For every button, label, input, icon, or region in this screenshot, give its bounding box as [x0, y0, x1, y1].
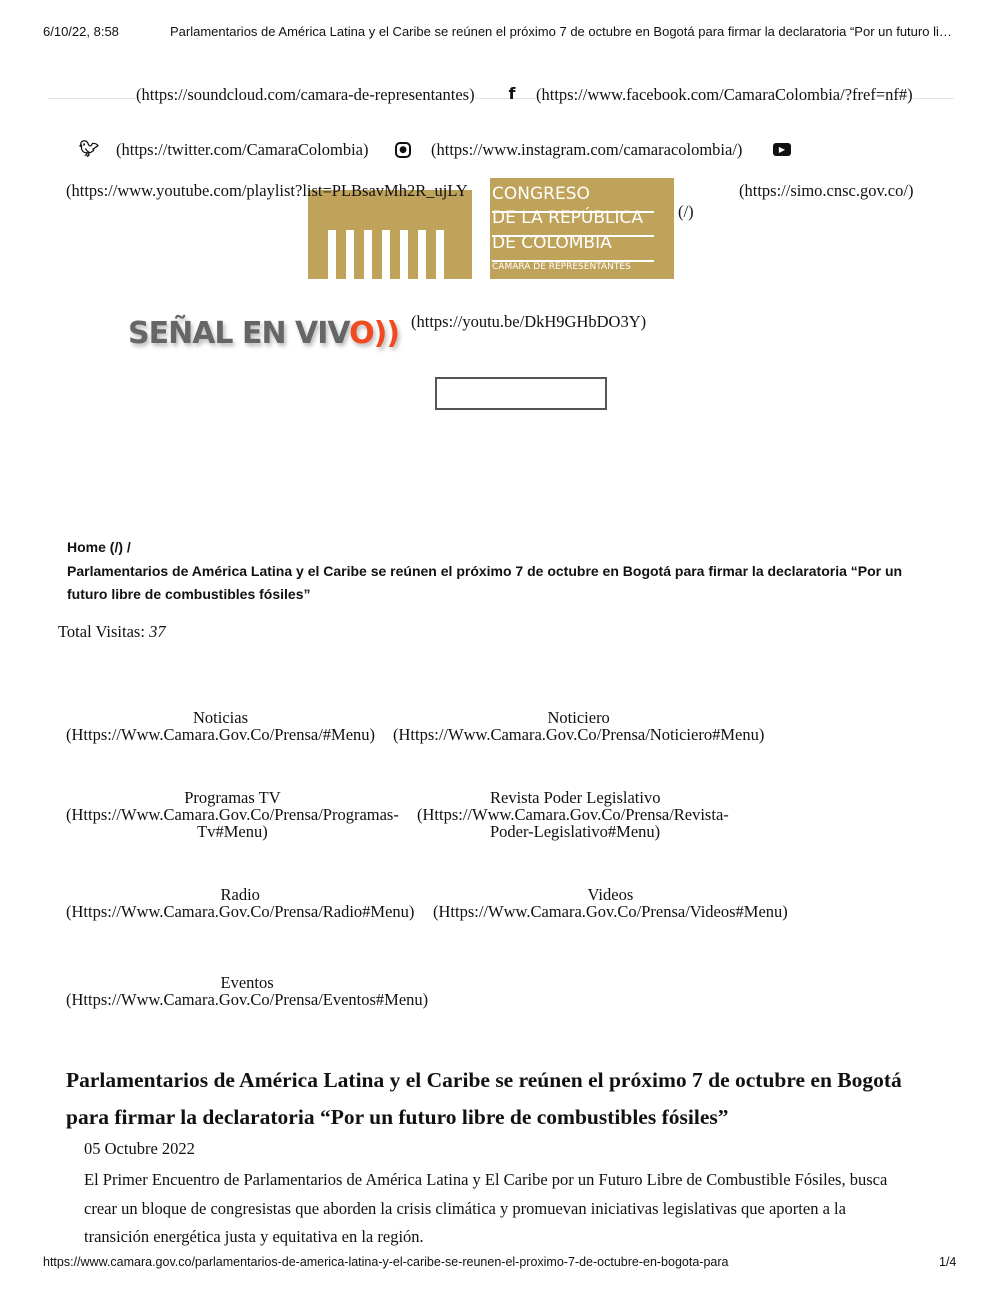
menu-programas-tv[interactable]: Programas TV (Https://Www.Camara.Gov.Co/Prensa/Programas- Tv#Menu) — [66, 788, 399, 841]
article-title: Parlamentarios de América Latina y el Caribe se reúnen el próximo 7 de octubre en Bogotá para firmar la declaratoria “Por un futuro libre de combustibles fósiles” — [66, 1068, 902, 1129]
logo-text: DE LA REPÚBLICA — [492, 208, 644, 228]
youtube-link[interactable]: (https://www.youtube.com/playlist?list=PLBsavMh2R_ujLY — [66, 181, 468, 200]
menu-radio[interactable]: Radio (Https://Www.Camara.Gov.Co/Prensa/Radio#Menu) — [66, 885, 415, 921]
page-number: 1/4 — [939, 1255, 957, 1269]
print-datetime: 6/10/22, 8:58 — [43, 24, 119, 39]
print-url: https://www.camara.gov.co/parlamentarios-de-america-latina-y-el-caribe-se-reunen-el-proximo-7-de-octubre-en-bogota-para — [43, 1255, 729, 1269]
twitter-icon[interactable]: 🐦︎ — [79, 139, 100, 158]
breadcrumb-current: Parlamentarios de América Latina y el Caribe se reúnen el próximo 7 de octubre en Bogotá para firmar la declaratoria “Por un futuro libre de combustibles fósiles” — [67, 563, 903, 602]
live-link[interactable]: (https://youtu.be/DkH9GHbDO3Y) — [411, 312, 647, 331]
article-body: El Primer Encuentro de Parlamentarios de América Latina y El Caribe por un Futuro Libre de Combustible Fósiles, busca crear un bloque de congresistas que aborden la crisis climática y promuevan iniciativas legislativas que aporten a la transición energética justa y equitativa en la región. — [84, 1170, 888, 1246]
breadcrumb-home[interactable]: Home (/) / — [67, 539, 131, 555]
facebook-icon[interactable]: f — [508, 84, 516, 103]
print-title: Parlamentarios de América Latina y el Caribe se reúnen el próximo 7 de octubre en Bogotá para firmar la declaratoria “Por un futuro li… — [170, 24, 952, 39]
instagram-icon[interactable]: ● — [395, 142, 411, 158]
twitter-link[interactable]: (https://twitter.com/CamaraColombia) — [116, 140, 369, 159]
soundcloud-link[interactable]: (https://soundcloud.com/camara-de-representantes) — [136, 85, 475, 104]
menu-noticiero[interactable]: Noticiero (Https://Www.Camara.Gov.Co/Prensa/Noticiero#Menu) — [393, 708, 765, 744]
senal-en-vivo-logo[interactable]: SEÑAL EN VIVO)) — [128, 316, 400, 351]
logo-text: DE COLOMBIA — [492, 233, 612, 253]
facebook-link[interactable]: (https://www.facebook.com/CamaraColombia/?fref=nf#) — [536, 85, 913, 104]
simo-link[interactable]: (https://simo.cnsc.gov.co/) — [739, 181, 914, 200]
article-date: 05 Octubre 2022 — [84, 1139, 195, 1158]
menu-revista[interactable]: Revista Poder Legislativo (Https://Www.Camara.Gov.Co/Prensa/Revista- Poder-Legislativo#Menu) — [417, 788, 729, 841]
menu-eventos[interactable]: Eventos (Https://Www.Camara.Gov.Co/Prensa/Eventos#Menu) — [66, 973, 429, 1009]
menu-videos[interactable]: Videos (Https://Www.Camara.Gov.Co/Prensa/Videos#Menu) — [433, 885, 788, 921]
home-link[interactable]: (/) — [678, 202, 694, 221]
search-input[interactable] — [435, 377, 607, 410]
menu-noticias[interactable]: Noticias (Https://Www.Camara.Gov.Co/Prensa/#Menu) — [66, 708, 376, 744]
instagram-link[interactable]: (https://www.instagram.com/camaracolombia/) — [431, 140, 743, 159]
logo-text: CÁMARA DE REPRESENTANTES — [492, 262, 631, 272]
building-icon — [308, 190, 472, 279]
logo-text: CONGRESO — [492, 184, 590, 204]
youtube-icon[interactable]: ▶ — [773, 143, 791, 156]
visit-counter: Total Visitas: 37 — [58, 622, 166, 641]
